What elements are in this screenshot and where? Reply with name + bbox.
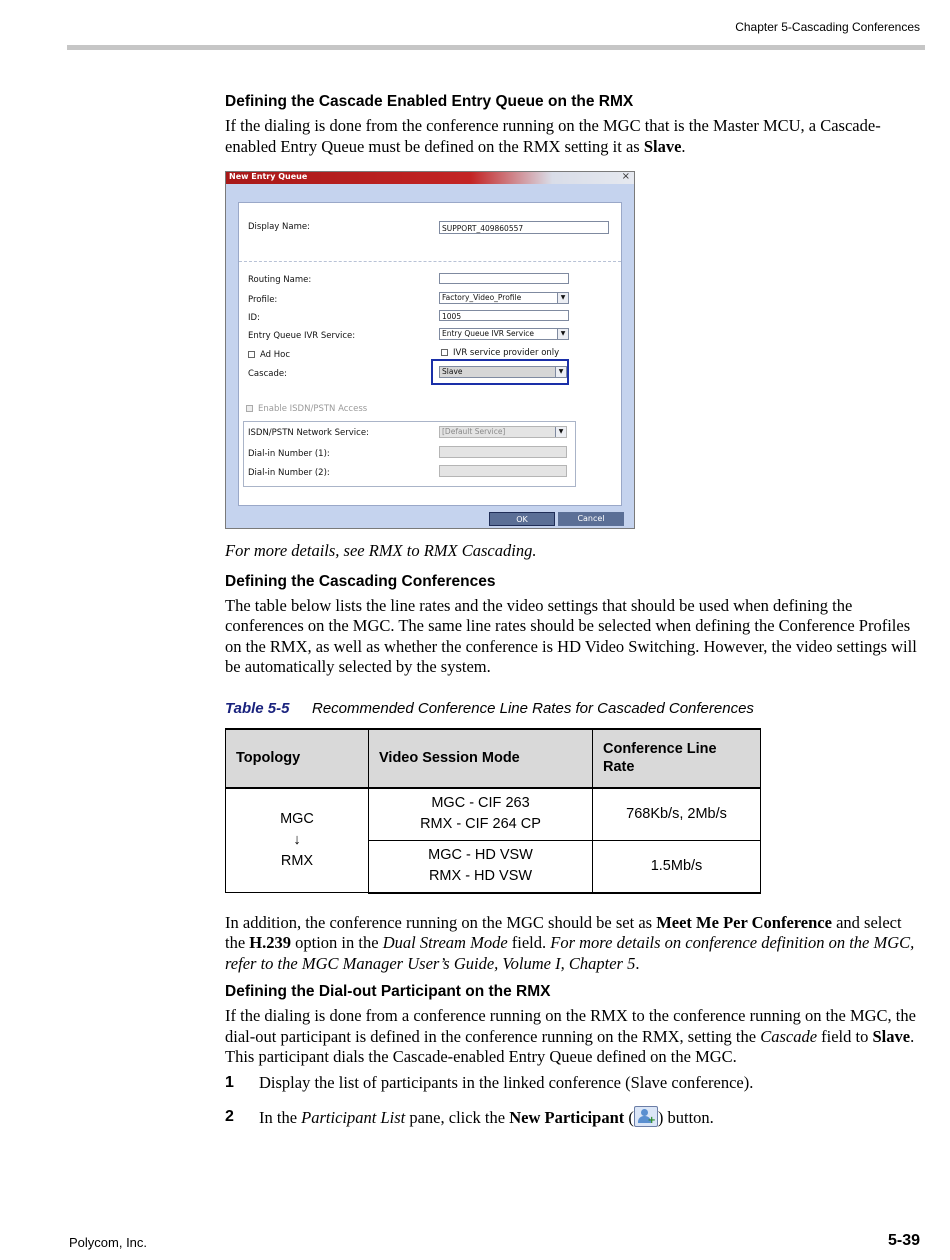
profile-value: Factory_Video_Profile xyxy=(442,293,522,302)
step-number: 1 xyxy=(225,1073,234,1091)
bold-text: Slave xyxy=(872,1026,911,1046)
section-heading-cascading: Defining the Cascading Conferences xyxy=(225,572,496,590)
topology-rmx: RMX xyxy=(280,852,314,869)
text: . xyxy=(635,953,640,973)
text: field to xyxy=(817,1026,873,1046)
new-entry-queue-dialog-screenshot xyxy=(225,171,635,529)
chevron-down-icon: ▼ xyxy=(555,427,566,437)
cancel-button: Cancel xyxy=(558,512,624,526)
id-label: ID: xyxy=(248,313,260,323)
text: pane, click the xyxy=(405,1107,510,1127)
text: In addition, the conference running on the MGC should be set as xyxy=(225,912,657,932)
dialin1-label: Dial-in Number (1): xyxy=(248,449,330,459)
text: option in the xyxy=(291,933,383,952)
dialin2-label: Dial-in Number (2): xyxy=(248,468,330,478)
italic-text: For more details on conference definition on the MGC, refer to the MGC Manager User’s Guide, Volume I, Chapter 5 xyxy=(225,933,915,973)
step-number: 2 xyxy=(225,1107,234,1125)
ivr-provider-label: IVR service provider only xyxy=(453,348,560,358)
text: ) button. xyxy=(657,1107,714,1127)
table-caption-text: Recommended Conference Line Rates for Cascaded Conferences xyxy=(312,699,754,717)
chevron-down-icon: ▼ xyxy=(557,293,568,303)
ok-button: OK xyxy=(489,512,555,526)
header-rule xyxy=(67,45,925,50)
chevron-down-icon: ▼ xyxy=(557,329,568,339)
profile-select xyxy=(439,292,569,304)
isdn-service-label: ISDN/PSTN Network Service: xyxy=(248,428,369,438)
dialog-panel xyxy=(238,202,622,506)
close-icon: × xyxy=(621,171,630,182)
cascade-select xyxy=(439,366,567,378)
table-caption-number: Table 5-5 xyxy=(225,699,290,717)
bold-text: H.239 xyxy=(249,933,292,952)
header-video-session-mode: Video Session Mode xyxy=(369,729,593,788)
dialog-separator xyxy=(239,261,621,262)
cascade-value: Slave xyxy=(442,367,463,376)
isdn-group-box xyxy=(243,421,576,487)
step-text xyxy=(259,1106,714,1129)
paragraph-addition xyxy=(225,913,920,975)
italic-text: Participant List xyxy=(301,1107,406,1127)
list-item xyxy=(225,1106,920,1129)
italic-text: Dual Stream Mode xyxy=(382,933,508,952)
text: field. xyxy=(507,933,551,952)
paragraph-cascading: The table below lists the line rates and the video settings that should be used when defining the conferences on the MGC. The same line rates should be selected when defining the Conference Profiles on the RMX, as well as whether the conference is HD Video Switching. However, the video settings will be automatically selected by the system. xyxy=(225,595,917,676)
ivr-provider-checkbox xyxy=(441,349,448,356)
id-field: 1005 xyxy=(439,310,569,321)
more-details-note: For more details, see RMX to RMX Cascading. xyxy=(225,541,537,560)
page-number: 5-39 xyxy=(887,1232,920,1249)
down-arrow-icon: ↓ xyxy=(293,831,301,848)
dialin1-field xyxy=(439,446,567,458)
page-content xyxy=(225,93,920,1141)
bold-slave: Slave xyxy=(643,136,682,156)
display-name-field: SUPPORT_409860557 xyxy=(439,221,609,234)
text: If the dialing is done from the conference running on the MGC that is the Master MCU, a Cascade-enabled Entry Queue must be defined on the RMX setting it as xyxy=(225,116,881,156)
video-mode-line: MGC - CIF 263 xyxy=(431,795,530,811)
enable-isdn-label: Enable ISDN/PSTN Access xyxy=(258,404,368,414)
table-header-row xyxy=(226,729,761,788)
header-line-rate: Conference Line Rate xyxy=(593,729,761,788)
text: ( xyxy=(624,1107,634,1127)
video-mode-cell xyxy=(369,788,593,841)
routing-name-field xyxy=(439,273,569,284)
section-heading-dial-out: Defining the Dial-out Participant on the RMX xyxy=(225,983,551,1000)
dialog-titlebar xyxy=(226,172,634,184)
ivr-service-select xyxy=(439,328,569,340)
dialog-title: New Entry Queue xyxy=(229,172,308,181)
step-text: Display the list of participants in the linked conference (Slave conference). xyxy=(259,1072,754,1092)
profile-label: Profile: xyxy=(248,295,278,305)
ivr-service-value: Entry Queue IVR Service xyxy=(442,329,535,338)
display-name-label: Display Name: xyxy=(248,222,310,232)
text: and select the xyxy=(225,912,902,952)
isdn-service-value: [Default Service] xyxy=(442,427,506,436)
new-participant-icon: + xyxy=(634,1106,658,1127)
header-topology: Topology xyxy=(226,729,369,788)
dialin2-field xyxy=(439,465,567,477)
running-head: Chapter 5-Cascading Conferences xyxy=(735,20,920,34)
video-mode-line: RMX - CIF 264 CP xyxy=(420,816,541,832)
video-mode-cell xyxy=(369,840,593,893)
list-item xyxy=(225,1072,920,1094)
enable-isdn-checkbox xyxy=(246,405,253,412)
topology-cell xyxy=(226,788,369,893)
chevron-down-icon: ▼ xyxy=(555,367,566,377)
line-rate-cell: 1.5Mb/s xyxy=(593,840,761,893)
steps-list xyxy=(225,1072,920,1129)
paragraph-dial-out xyxy=(225,1006,920,1068)
text: In the xyxy=(259,1107,302,1127)
table-caption xyxy=(225,700,920,717)
isdn-service-select xyxy=(439,426,567,438)
text: If the dialing is done from a conference running on the RMX to the conference running on the MGC, the dial-out participant is defined in the conference running on the RMX, setting the xyxy=(225,1006,916,1046)
cascade-label: Cascade: xyxy=(248,369,287,379)
ivr-service-label: Entry Queue IVR Service: xyxy=(248,331,356,341)
line-rate-cell: 768Kb/s, 2Mb/s xyxy=(593,788,761,841)
table-row xyxy=(226,788,761,841)
video-mode-line: RMX - HD VSW xyxy=(428,868,533,884)
topology-mgc: MGC xyxy=(280,810,314,827)
text: . This participant dials the Cascade-enabled Entry Queue defined on the MGC. xyxy=(225,1026,915,1066)
bold-text: New Participant xyxy=(509,1107,625,1127)
video-mode-line: MGC - HD VSW xyxy=(428,847,533,863)
routing-name-label: Routing Name: xyxy=(248,275,312,285)
footer-company: Polycom, Inc. xyxy=(69,1235,148,1250)
adhoc-checkbox xyxy=(248,351,255,358)
section-heading-entry-queue: Defining the Cascade Enabled Entry Queue on the RMX xyxy=(225,93,634,110)
line-rates-table xyxy=(225,728,761,894)
italic-text: Cascade xyxy=(760,1026,818,1046)
text: . xyxy=(681,136,686,156)
paragraph-entry-queue xyxy=(225,116,920,157)
adhoc-label: Ad Hoc xyxy=(260,350,291,360)
bold-text: Meet Me Per Conference xyxy=(656,912,832,932)
